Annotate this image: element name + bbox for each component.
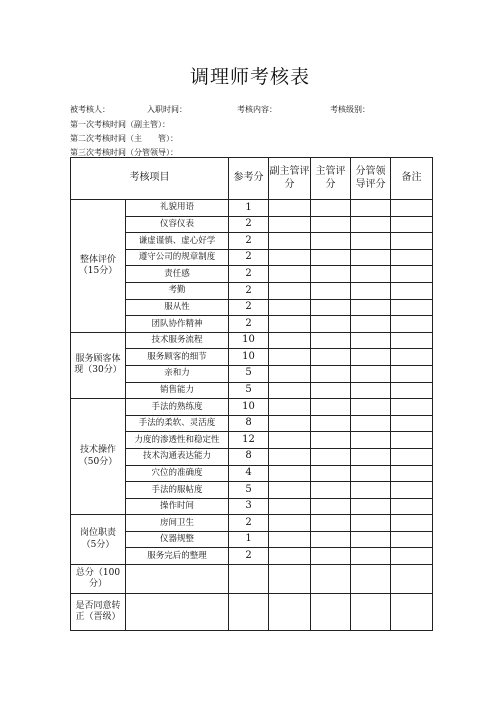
leader-score-cell[interactable] [351, 365, 391, 382]
first-assessment-time: 第一次考核时间（副主管）： [70, 120, 170, 129]
table-row [71, 399, 433, 416]
item-label: 服从性 [126, 299, 229, 316]
item-label: 遵守公司的规章制度 [126, 249, 229, 266]
note-cell[interactable] [391, 316, 433, 333]
total-row-cell[interactable] [351, 565, 391, 594]
supervisor-score-cell[interactable] [311, 382, 351, 399]
deputy-score-cell[interactable] [269, 415, 311, 432]
total-row-label: 总分（100分） [71, 565, 126, 594]
note-cell[interactable] [391, 531, 433, 548]
reference-score: 10 [229, 399, 269, 416]
supervisor-score-cell[interactable] [311, 531, 351, 548]
item-label: 亲和力 [126, 365, 229, 382]
deputy-score-cell[interactable] [269, 233, 311, 250]
table-row [71, 382, 433, 399]
item-label: 谦虚谨慎、虚心好学 [126, 233, 229, 250]
supervisor-score-cell[interactable] [311, 448, 351, 465]
supervisor-score-cell[interactable] [311, 282, 351, 299]
deputy-score-cell[interactable] [269, 432, 311, 449]
category-cell: 技术操作（50分） [71, 399, 126, 515]
reference-score: 4 [229, 465, 269, 482]
note-cell[interactable] [391, 548, 433, 565]
note-cell[interactable] [391, 282, 433, 299]
deputy-score-cell[interactable] [269, 399, 311, 416]
leader-score-cell[interactable] [351, 515, 391, 532]
note-cell[interactable] [391, 200, 433, 217]
note-cell[interactable] [391, 249, 433, 266]
table-row [71, 349, 433, 366]
third-assessment-time: 第三次考核时间（分管领导）： [70, 148, 178, 157]
deputy-score-cell[interactable] [269, 282, 311, 299]
item-label: 手法的熟练度 [126, 399, 229, 416]
table-row [71, 216, 433, 233]
table-row [71, 432, 433, 449]
note-cell[interactable] [391, 415, 433, 432]
deputy-score-cell[interactable] [269, 548, 311, 565]
supervisor-score-cell[interactable] [311, 365, 351, 382]
note-cell[interactable] [391, 299, 433, 316]
reference-score: 2 [229, 548, 269, 565]
table-row [71, 249, 433, 266]
table-row [71, 515, 433, 532]
leader-score-cell[interactable] [351, 249, 391, 266]
deputy-score-cell[interactable] [269, 515, 311, 532]
table-row [71, 548, 433, 565]
reference-score: 5 [229, 365, 269, 382]
header-ref-score: 参考分 [229, 158, 269, 200]
table-row [71, 465, 433, 482]
table-row [71, 365, 433, 382]
supervisor-score-cell[interactable] [311, 216, 351, 233]
table-row [71, 332, 433, 349]
table-row [71, 282, 433, 299]
table-row [71, 316, 433, 333]
supervisor-score-cell[interactable] [311, 332, 351, 349]
supervisor-score-cell[interactable] [311, 432, 351, 449]
supervisor-score-cell[interactable] [311, 249, 351, 266]
supervisor-score-cell[interactable] [311, 548, 351, 565]
promotion-row-cell[interactable] [269, 594, 311, 631]
leader-score-cell[interactable] [351, 415, 391, 432]
reference-score: 2 [229, 316, 269, 333]
deputy-score-cell[interactable] [269, 249, 311, 266]
supervisor-score-cell[interactable] [311, 482, 351, 499]
leader-score-cell[interactable] [351, 482, 391, 499]
second-assessment-time: 第二次考核时间（主 管）： [70, 134, 178, 143]
table-row [71, 531, 433, 548]
supervisor-score-cell[interactable] [311, 349, 351, 366]
deputy-score-cell[interactable] [269, 465, 311, 482]
table-row [71, 299, 433, 316]
deputy-score-cell[interactable] [269, 531, 311, 548]
note-cell[interactable] [391, 448, 433, 465]
table-row [71, 482, 433, 499]
supervisor-score-cell[interactable] [311, 233, 351, 250]
note-cell[interactable] [391, 515, 433, 532]
reference-score: 2 [229, 216, 269, 233]
item-label: 礼貌用语 [126, 200, 229, 217]
deputy-score-cell[interactable] [269, 349, 311, 366]
reference-score: 2 [229, 266, 269, 283]
deputy-score-cell[interactable] [269, 448, 311, 465]
note-cell[interactable] [391, 498, 433, 515]
leader-score-cell[interactable] [351, 498, 391, 515]
deputy-score-cell[interactable] [269, 498, 311, 515]
reference-score: 2 [229, 515, 269, 532]
note-cell[interactable] [391, 399, 433, 416]
item-label: 手法的柔软、灵活度 [126, 415, 229, 432]
header-supervisor-score: 主管评分 [311, 158, 351, 200]
item-label: 仪器规整 [126, 531, 229, 548]
leader-score-cell[interactable] [351, 233, 391, 250]
total-row [71, 565, 433, 594]
note-cell[interactable] [391, 266, 433, 283]
item-label: 责任感 [126, 266, 229, 283]
item-label: 手法的服帖度 [126, 482, 229, 499]
category-cell: 岗位职责（5分） [71, 515, 126, 565]
assessment-table [70, 157, 433, 631]
deputy-score-cell[interactable] [269, 216, 311, 233]
supervisor-score-cell[interactable] [311, 415, 351, 432]
supervisor-score-cell[interactable] [311, 316, 351, 333]
supervisor-score-cell[interactable] [311, 266, 351, 283]
item-label: 团队协作精神 [126, 316, 229, 333]
content-label: 考核内容： [237, 105, 277, 114]
reference-score: 8 [229, 448, 269, 465]
promotion-row [71, 594, 433, 631]
total-row-cell[interactable] [269, 565, 311, 594]
supervisor-score-cell[interactable] [311, 498, 351, 515]
leader-score-cell[interactable] [351, 399, 391, 416]
reference-score: 2 [229, 282, 269, 299]
reference-score: 3 [229, 498, 269, 515]
promotion-row-cell[interactable] [351, 594, 391, 631]
leader-score-cell[interactable] [351, 282, 391, 299]
leader-score-cell[interactable] [351, 382, 391, 399]
entry-time-label: 入职时间： [147, 105, 187, 114]
deputy-score-cell[interactable] [269, 482, 311, 499]
note-cell[interactable] [391, 465, 433, 482]
level-label: 考核级别： [330, 105, 370, 114]
leader-score-cell[interactable] [351, 216, 391, 233]
reference-score: 2 [229, 299, 269, 316]
note-cell[interactable] [391, 233, 433, 250]
table-row [71, 415, 433, 432]
reference-score: 10 [229, 349, 269, 366]
note-cell[interactable] [391, 332, 433, 349]
deputy-score-cell[interactable] [269, 332, 311, 349]
reference-score: 5 [229, 382, 269, 399]
page-title: 调理师考核表 [189, 66, 310, 88]
promotion-row-cell[interactable] [229, 594, 269, 631]
promotion-row-label: 是否同意转正（晋级） [71, 594, 126, 631]
leader-score-cell[interactable] [351, 200, 391, 217]
reference-score: 1 [229, 200, 269, 217]
header-item: 考核项目 [71, 158, 229, 200]
supervisor-score-cell[interactable] [311, 399, 351, 416]
promotion-row-cell[interactable] [391, 594, 433, 631]
deputy-score-cell[interactable] [269, 382, 311, 399]
supervisor-score-cell[interactable] [311, 299, 351, 316]
table-row [71, 448, 433, 465]
note-cell[interactable] [391, 365, 433, 382]
item-label: 考勤 [126, 282, 229, 299]
note-cell[interactable] [391, 216, 433, 233]
table-row [71, 266, 433, 283]
table-row [71, 498, 433, 515]
item-label: 服务完后的整理 [126, 548, 229, 565]
note-cell[interactable] [391, 432, 433, 449]
total-row-cell[interactable] [391, 565, 433, 594]
table-row [71, 233, 433, 250]
leader-score-cell[interactable] [351, 266, 391, 283]
leader-score-cell[interactable] [351, 316, 391, 333]
category-cell: 整体评价（15分） [71, 200, 126, 333]
note-cell[interactable] [391, 349, 433, 366]
reference-score: 1 [229, 531, 269, 548]
item-label: 技术服务流程 [126, 332, 229, 349]
reference-score: 5 [229, 482, 269, 499]
item-label: 仪容仪表 [126, 216, 229, 233]
reference-score: 2 [229, 233, 269, 250]
leader-score-cell[interactable] [351, 349, 391, 366]
item-label: 穴位的准确度 [126, 465, 229, 482]
promotion-row-cell[interactable] [311, 594, 351, 631]
leader-score-cell[interactable] [351, 432, 391, 449]
table-row [71, 200, 433, 217]
item-label: 销售能力 [126, 382, 229, 399]
item-label: 服务顾客的细节 [126, 349, 229, 366]
leader-score-cell[interactable] [351, 299, 391, 316]
item-label: 技术沟通表达能力 [126, 448, 229, 465]
leader-score-cell[interactable] [351, 448, 391, 465]
supervisor-score-cell[interactable] [311, 465, 351, 482]
leader-score-cell[interactable] [351, 548, 391, 565]
reference-score: 10 [229, 332, 269, 349]
header-leader-score: 分管领导评分 [351, 158, 391, 200]
reference-score: 2 [229, 249, 269, 266]
promotion-row-cell[interactable] [126, 594, 229, 631]
reference-score: 8 [229, 415, 269, 432]
header-deputy-score: 副主管评分 [269, 158, 311, 200]
supervisor-score-cell[interactable] [311, 515, 351, 532]
total-row-cell[interactable] [311, 565, 351, 594]
deputy-score-cell[interactable] [269, 365, 311, 382]
item-label: 操作时间 [126, 498, 229, 515]
deputy-score-cell[interactable] [269, 299, 311, 316]
note-cell[interactable] [391, 382, 433, 399]
item-label: 房间卫生 [126, 515, 229, 532]
total-row-cell[interactable] [126, 565, 229, 594]
deputy-score-cell[interactable] [269, 266, 311, 283]
category-cell: 服务顾客体现（30分） [71, 332, 126, 398]
leader-score-cell[interactable] [351, 332, 391, 349]
assessee-label: 被考核人： [70, 105, 110, 114]
item-label: 力度的渗透性和稳定性 [126, 432, 229, 449]
deputy-score-cell[interactable] [269, 316, 311, 333]
reference-score: 12 [229, 432, 269, 449]
supervisor-score-cell[interactable] [311, 200, 351, 217]
leader-score-cell[interactable] [351, 465, 391, 482]
header-note: 备注 [391, 158, 433, 200]
leader-score-cell[interactable] [351, 531, 391, 548]
deputy-score-cell[interactable] [269, 200, 311, 217]
note-cell[interactable] [391, 482, 433, 499]
total-row-cell[interactable] [229, 565, 269, 594]
